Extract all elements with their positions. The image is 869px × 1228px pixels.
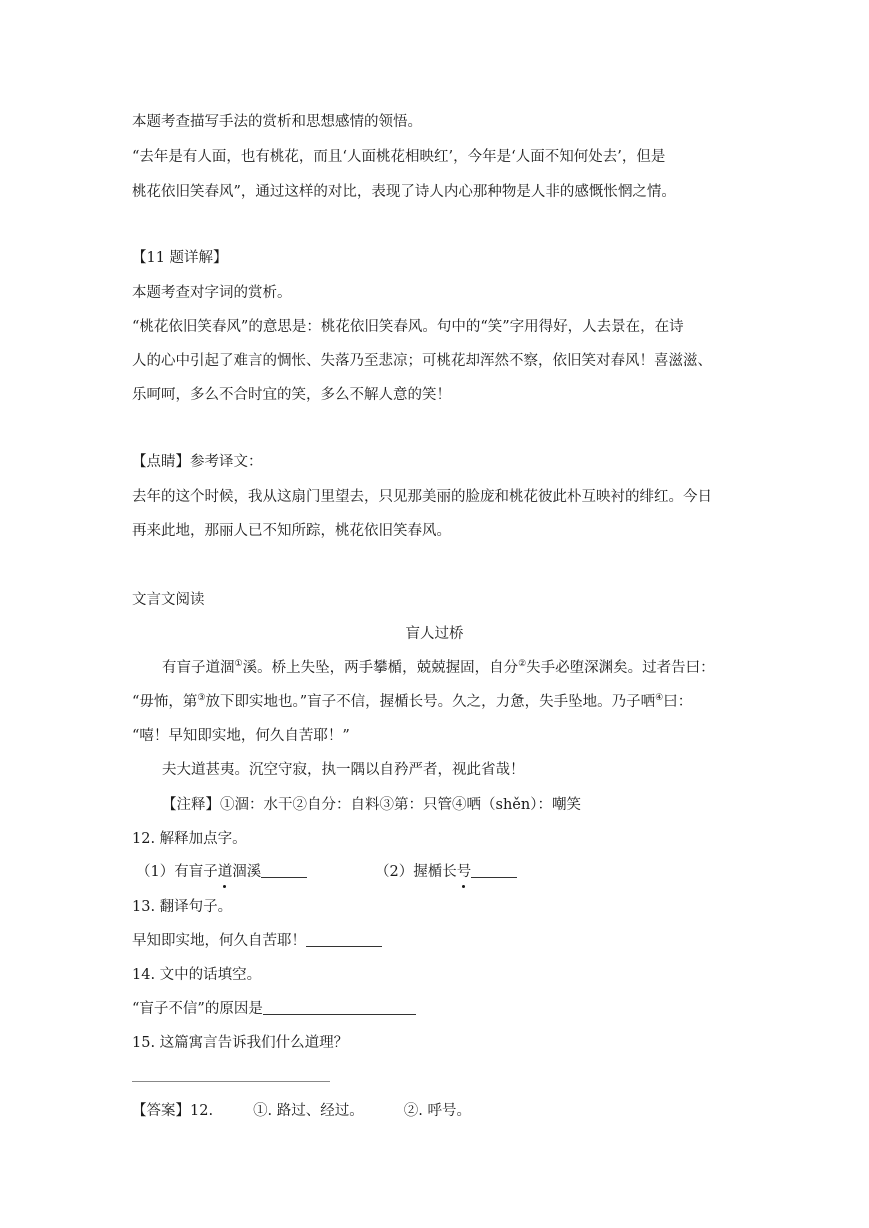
reading-paragraph-1	[162, 658, 715, 678]
q11-line-4: 乐呵呵，多么不合时宜的笑，多么不解人意的笑！	[132, 387, 451, 403]
note-marker: ④	[655, 693, 664, 703]
reading-title: 盲人过桥	[405, 626, 464, 642]
q11-line-1: 本题考查对字词的赏析。	[132, 285, 292, 301]
answer-blank[interactable]	[306, 932, 382, 947]
q13-title: 13. 翻译句子。	[132, 899, 233, 915]
q14-title: 14. 文中的话填空。	[132, 967, 262, 983]
q13-prompt	[132, 931, 382, 951]
point-line-2: 再来此地，那丽人已不知所踪，桃花依旧笑春风。	[132, 523, 451, 539]
dotted-character: 号	[456, 864, 472, 880]
reading-paragraph-4: 夫大道甚夷。沉空守寂，执一隅以自矜严者，视此省哉！	[162, 762, 525, 778]
item-text: 握楯长	[413, 864, 457, 880]
reading-paragraph-2	[132, 692, 692, 712]
q15-title: 15. 这篇寓言告诉我们什么道理？	[132, 1035, 349, 1051]
q11-line-3: 人的心中引起了难言的惆怅、失落乃至悲凉；可桃花却浑然不察，依旧笑对春风！喜滋滋、	[132, 353, 712, 369]
q11-line-2: “桃花依旧笑春风”的意思是：桃花依旧笑春风。句中的“笑”字用得好，人去景在，在诗	[132, 319, 684, 335]
q10-line-3: 桃花依旧笑春风”，通过这样的对比，表现了诗人内心那种物是人非的感慨怅惘之情。	[132, 184, 676, 200]
note-marker: ①	[234, 659, 243, 669]
q14-text: “盲子不信”的原因是	[132, 1001, 263, 1017]
answer-label: 【答案】12.	[132, 1103, 214, 1119]
q12-item-1	[136, 862, 307, 882]
q12-title: 12. 解释加点字。	[132, 831, 247, 847]
q10-line-2: “去年是有人面，也有桃花，而且‘人面桃花相映红’，今年是‘人面不知何处去’，但是	[132, 149, 666, 165]
point-heading: 【点睛】参考译文：	[132, 454, 263, 470]
answer-2: ②. 呼号。	[403, 1103, 471, 1119]
reading-text: 曰：	[663, 694, 693, 710]
q10-line-1: 本题考查描写手法的赏析和思想感情的领悟。	[132, 114, 422, 130]
reading-text: “毋怖，第	[132, 694, 198, 710]
reading-text: 失手必堕深渊矣。过者告曰：	[526, 660, 715, 676]
item-number: （2）	[375, 864, 414, 880]
answer-1: ①. 路过、经过。	[253, 1103, 364, 1119]
q11-heading: 【11 题详解】	[132, 250, 228, 266]
dotted-character: 道	[217, 864, 233, 880]
answer-blank[interactable]	[263, 1000, 416, 1015]
note-marker: ②	[518, 659, 527, 669]
reading-text: 溪。桥上失坠，两手攀楯，兢兢握固，自分	[242, 660, 519, 676]
item-number: （1）	[136, 864, 175, 880]
answer-blank[interactable]	[261, 863, 307, 878]
reading-text: 放下即实地也。”盲子不信，握楯长号。久之，力惫，失手坠地。乃子哂	[205, 694, 656, 710]
answer-row	[132, 1101, 471, 1121]
note-marker: ③	[197, 693, 206, 703]
reading-paragraph-3: “嘻！早知即实地，何久自苦耶！”	[132, 728, 350, 744]
point-line-1: 去年的这个时候，我从这扇门里望去，只见那美丽的脸庞和桃花彼此朴互映衬的绯红。今日	[132, 489, 712, 505]
q14-prompt	[132, 999, 416, 1019]
reading-notes: 【注释】①涸：水干②自分：自料③第：只管④哂（shěn）：嘲笑	[162, 797, 581, 813]
reading-text: 有盲子道涸	[162, 660, 235, 676]
answer-blank[interactable]	[471, 863, 517, 878]
item-text: 有盲子	[174, 864, 218, 880]
reading-label: 文言文阅读	[132, 592, 205, 608]
item-text: 涸溪	[232, 864, 262, 880]
answer-line[interactable]	[132, 1081, 330, 1082]
q13-text: 早知即实地，何久自苦耶！	[132, 933, 306, 949]
q12-item-2	[375, 862, 517, 882]
